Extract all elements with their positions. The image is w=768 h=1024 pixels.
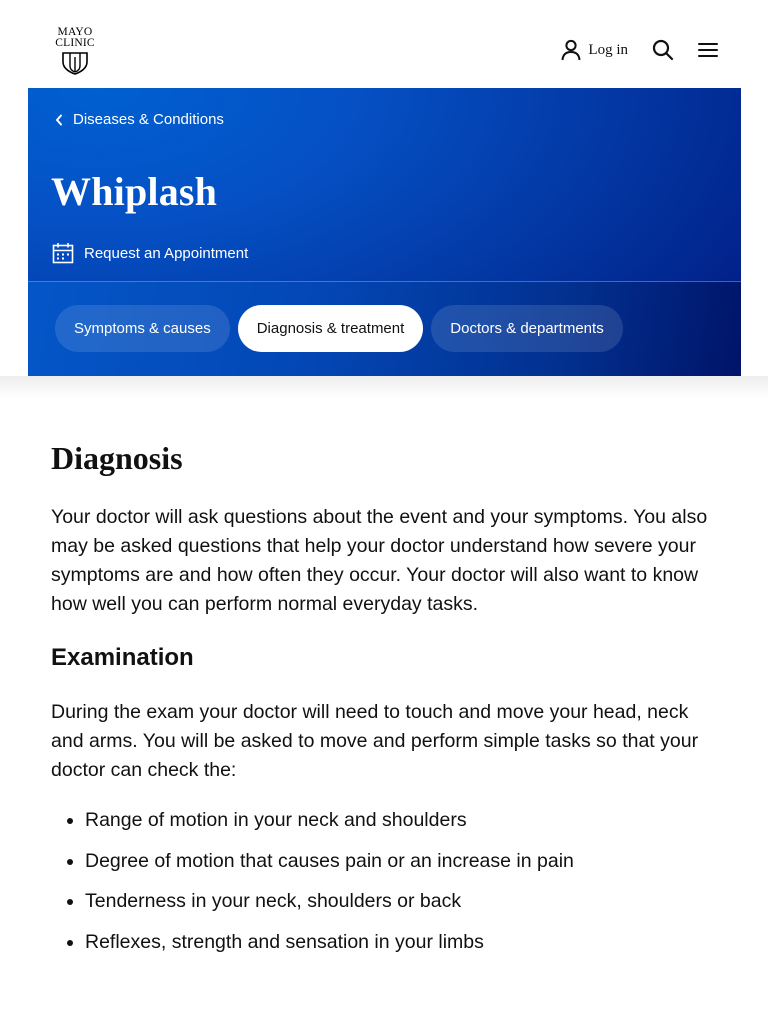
tab-symptoms-causes[interactable]: Symptoms & causes <box>55 305 230 352</box>
search-icon <box>652 39 674 61</box>
page-hero <box>28 88 741 376</box>
shield-icon <box>60 51 90 75</box>
menu-icon <box>698 42 718 58</box>
search-button[interactable] <box>652 39 674 61</box>
subheading-examination: Examination <box>51 644 194 671</box>
hero-shadow <box>0 376 768 398</box>
login-label: Log in <box>588 41 628 58</box>
examination-paragraph: During the exam your doctor will need to touch and move your head, neck and arms. You will be asked to move and perform simple tasks so that your doctor can check the: <box>51 701 699 781</box>
tab-doctors-departments[interactable]: Doctors & departments <box>431 305 622 352</box>
section-tabs <box>55 305 631 352</box>
hero-divider <box>28 281 741 282</box>
tab-diagnosis-treatment[interactable]: Diagnosis & treatment <box>238 305 424 352</box>
section-heading-diagnosis: Diagnosis <box>51 440 183 476</box>
list-item: Degree of motion that causes pain or an increase in pain <box>63 847 574 888</box>
chevron-left-icon <box>55 114 63 126</box>
diagnosis-paragraph: Your doctor will ask questions about the event and your symptoms. You also may be asked questions that help your doctor understand how severe your symptoms are and how often they occur. Your doctor will also want to know how well you can perform normal everyday tasks. <box>51 506 708 615</box>
breadcrumb[interactable] <box>55 111 224 128</box>
user-icon <box>561 39 581 61</box>
logo-line-2: CLINIC <box>55 37 95 49</box>
menu-button[interactable] <box>698 42 718 58</box>
examination-checklist <box>63 806 574 968</box>
list-item: Range of motion in your neck and shoulders <box>63 806 574 847</box>
login-button[interactable] <box>561 39 628 61</box>
breadcrumb-label: Diseases & Conditions <box>73 111 224 128</box>
list-item: Reflexes, strength and sensation in your limbs <box>63 928 574 969</box>
request-appointment-link[interactable] <box>52 242 248 264</box>
site-header <box>0 0 768 88</box>
header-actions <box>561 36 718 64</box>
page-title: Whiplash <box>51 169 218 214</box>
mayo-clinic-logo[interactable] <box>52 27 98 77</box>
calendar-icon <box>52 242 74 264</box>
logo-line-1: MAYO <box>57 26 93 38</box>
appointment-label: Request an Appointment <box>84 244 249 262</box>
list-item: Tenderness in your neck, shoulders or back <box>63 887 574 928</box>
